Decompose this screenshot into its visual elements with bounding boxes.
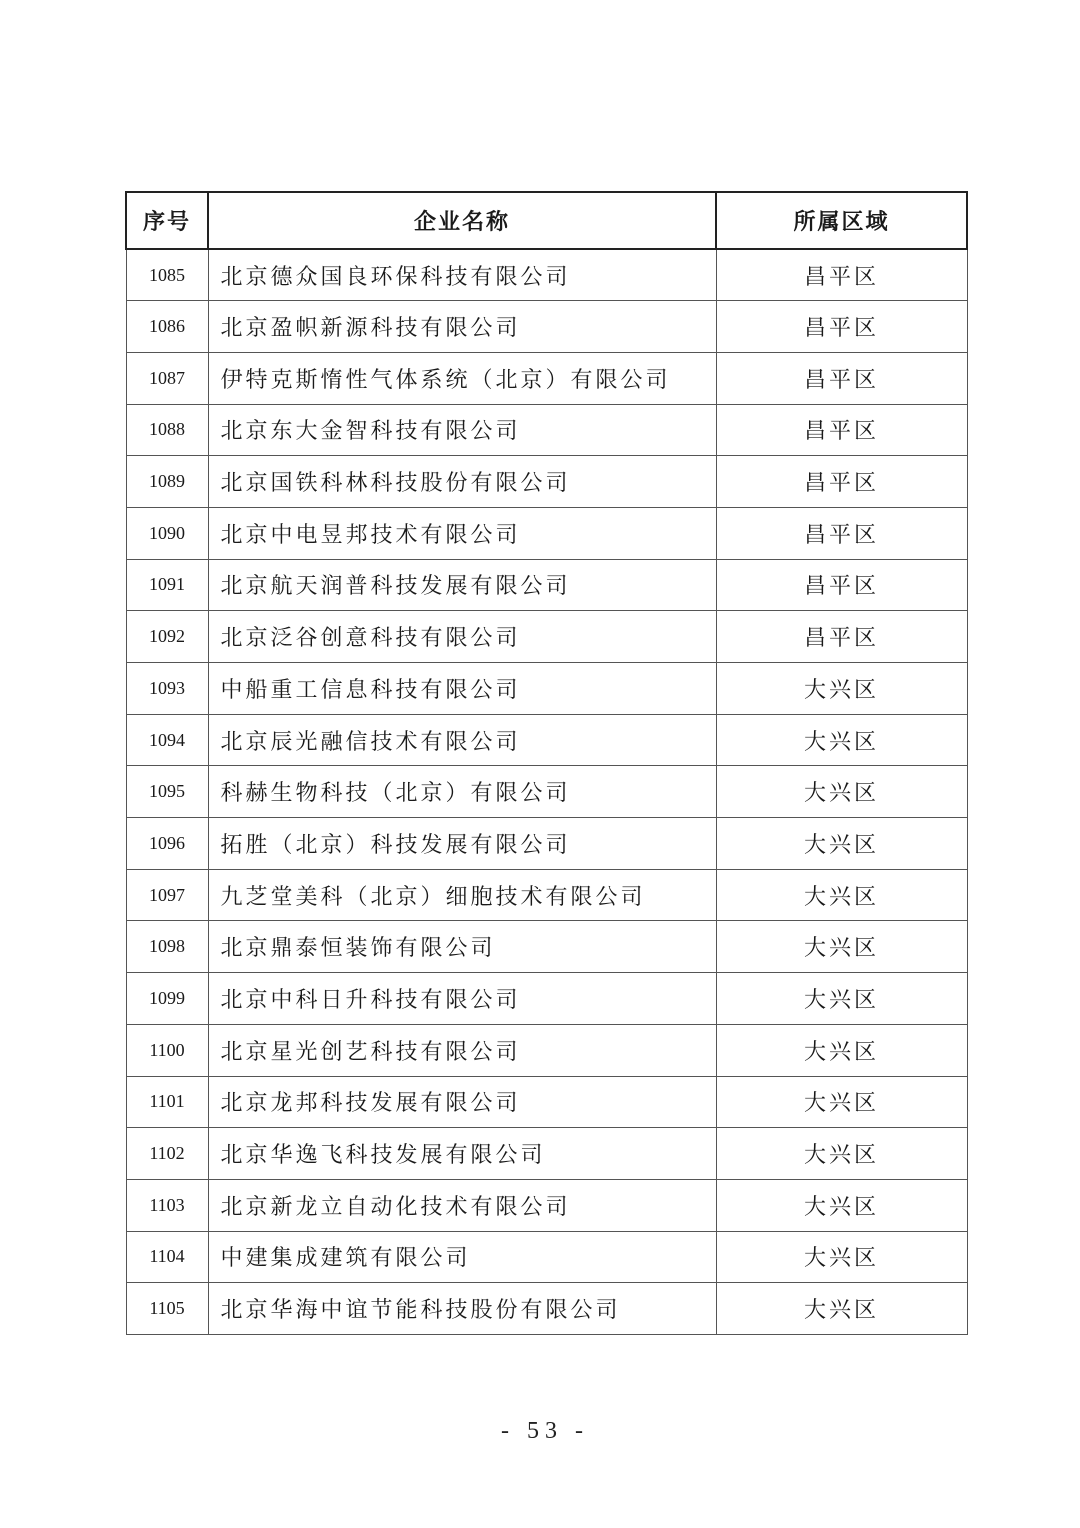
- row-company-name-cell: 北京辰光融信技术有限公司: [208, 714, 716, 766]
- row-index-cell: 1089: [126, 456, 208, 508]
- row-index-cell: 1093: [126, 663, 208, 715]
- row-index-cell: 1101: [126, 1076, 208, 1128]
- table-row: [126, 611, 967, 663]
- row-company-name-cell: 北京星光创艺科技有限公司: [208, 1024, 716, 1076]
- table-row: [126, 818, 967, 870]
- row-region-cell: 昌平区: [716, 611, 967, 663]
- enterprise-list-table: [125, 191, 968, 1335]
- row-region-cell: 大兴区: [716, 1024, 967, 1076]
- row-index-cell: 1098: [126, 921, 208, 973]
- row-index-cell: 1094: [126, 714, 208, 766]
- row-region-cell: 昌平区: [716, 456, 967, 508]
- table-row: [126, 507, 967, 559]
- table-row: [126, 456, 967, 508]
- row-company-name-cell: 北京华逸飞科技发展有限公司: [208, 1128, 716, 1180]
- row-index-cell: 1100: [126, 1024, 208, 1076]
- row-company-name-cell: 北京新龙立自动化技术有限公司: [208, 1179, 716, 1231]
- row-region-cell: 昌平区: [716, 352, 967, 404]
- row-index-cell: 1102: [126, 1128, 208, 1180]
- row-index-cell: 1097: [126, 869, 208, 921]
- table-row: [126, 1283, 967, 1335]
- row-region-cell: 大兴区: [716, 766, 967, 818]
- row-company-name-cell: 北京德众国良环保科技有限公司: [208, 249, 716, 301]
- table-header-row: [126, 192, 967, 249]
- table-body: [126, 249, 967, 1334]
- row-company-name-cell: 科赫生物科技（北京）有限公司: [208, 766, 716, 818]
- row-company-name-cell: 伊特克斯惰性气体系统（北京）有限公司: [208, 352, 716, 404]
- row-company-name-cell: 北京中科日升科技有限公司: [208, 973, 716, 1025]
- table-row: [126, 973, 967, 1025]
- row-region-cell: 昌平区: [716, 559, 967, 611]
- row-index-cell: 1088: [126, 404, 208, 456]
- table-row: [126, 766, 967, 818]
- table-header: [126, 192, 967, 249]
- row-region-cell: 大兴区: [716, 869, 967, 921]
- row-index-cell: 1105: [126, 1283, 208, 1335]
- row-region-cell: 大兴区: [716, 921, 967, 973]
- row-region-cell: 昌平区: [716, 301, 967, 353]
- row-index-cell: 1095: [126, 766, 208, 818]
- row-region-cell: 大兴区: [716, 1283, 967, 1335]
- row-region-cell: 大兴区: [716, 973, 967, 1025]
- row-region-cell: 昌平区: [716, 404, 967, 456]
- table-row: [126, 301, 967, 353]
- row-index-cell: 1099: [126, 973, 208, 1025]
- row-company-name-cell: 北京华海中谊节能科技股份有限公司: [208, 1283, 716, 1335]
- table-row: [126, 921, 967, 973]
- row-index-cell: 1103: [126, 1179, 208, 1231]
- row-index-cell: 1085: [126, 249, 208, 301]
- row-index-cell: 1087: [126, 352, 208, 404]
- row-index-cell: 1091: [126, 559, 208, 611]
- row-region-cell: 大兴区: [716, 1128, 967, 1180]
- row-company-name-cell: 九芝堂美科（北京）细胞技术有限公司: [208, 869, 716, 921]
- row-index-cell: 1096: [126, 818, 208, 870]
- row-company-name-cell: 北京鼎泰恒装饰有限公司: [208, 921, 716, 973]
- table-row: [126, 1179, 967, 1231]
- row-region-cell: 昌平区: [716, 507, 967, 559]
- header-index: 序号: [126, 192, 208, 249]
- row-index-cell: 1104: [126, 1231, 208, 1283]
- row-company-name-cell: 北京东大金智科技有限公司: [208, 404, 716, 456]
- table-row: [126, 1128, 967, 1180]
- row-region-cell: 大兴区: [716, 818, 967, 870]
- row-company-name-cell: 北京泛谷创意科技有限公司: [208, 611, 716, 663]
- row-company-name-cell: 中船重工信息科技有限公司: [208, 663, 716, 715]
- table-row: [126, 1231, 967, 1283]
- row-company-name-cell: 北京国铁科林科技股份有限公司: [208, 456, 716, 508]
- row-region-cell: 大兴区: [716, 714, 967, 766]
- row-index-cell: 1090: [126, 507, 208, 559]
- page-number: - 53 -: [501, 1418, 589, 1444]
- row-company-name-cell: 北京中电昱邦技术有限公司: [208, 507, 716, 559]
- table-row: [126, 1076, 967, 1128]
- row-region-cell: 大兴区: [716, 1231, 967, 1283]
- row-company-name-cell: 北京龙邦科技发展有限公司: [208, 1076, 716, 1128]
- table-row: [126, 1024, 967, 1076]
- row-index-cell: 1092: [126, 611, 208, 663]
- table-row: [126, 352, 967, 404]
- header-company-name: 企业名称: [208, 192, 716, 249]
- table-row: [126, 869, 967, 921]
- row-index-cell: 1086: [126, 301, 208, 353]
- row-company-name-cell: 北京盈帜新源科技有限公司: [208, 301, 716, 353]
- header-region: 所属区域: [716, 192, 967, 249]
- row-company-name-cell: 北京航天润普科技发展有限公司: [208, 559, 716, 611]
- table-row: [126, 404, 967, 456]
- row-company-name-cell: 拓胜（北京）科技发展有限公司: [208, 818, 716, 870]
- row-region-cell: 大兴区: [716, 663, 967, 715]
- table-row: [126, 663, 967, 715]
- row-region-cell: 昌平区: [716, 249, 967, 301]
- row-region-cell: 大兴区: [716, 1179, 967, 1231]
- table-row: [126, 559, 967, 611]
- row-region-cell: 大兴区: [716, 1076, 967, 1128]
- table-row: [126, 249, 967, 301]
- table-row: [126, 714, 967, 766]
- row-company-name-cell: 中建集成建筑有限公司: [208, 1231, 716, 1283]
